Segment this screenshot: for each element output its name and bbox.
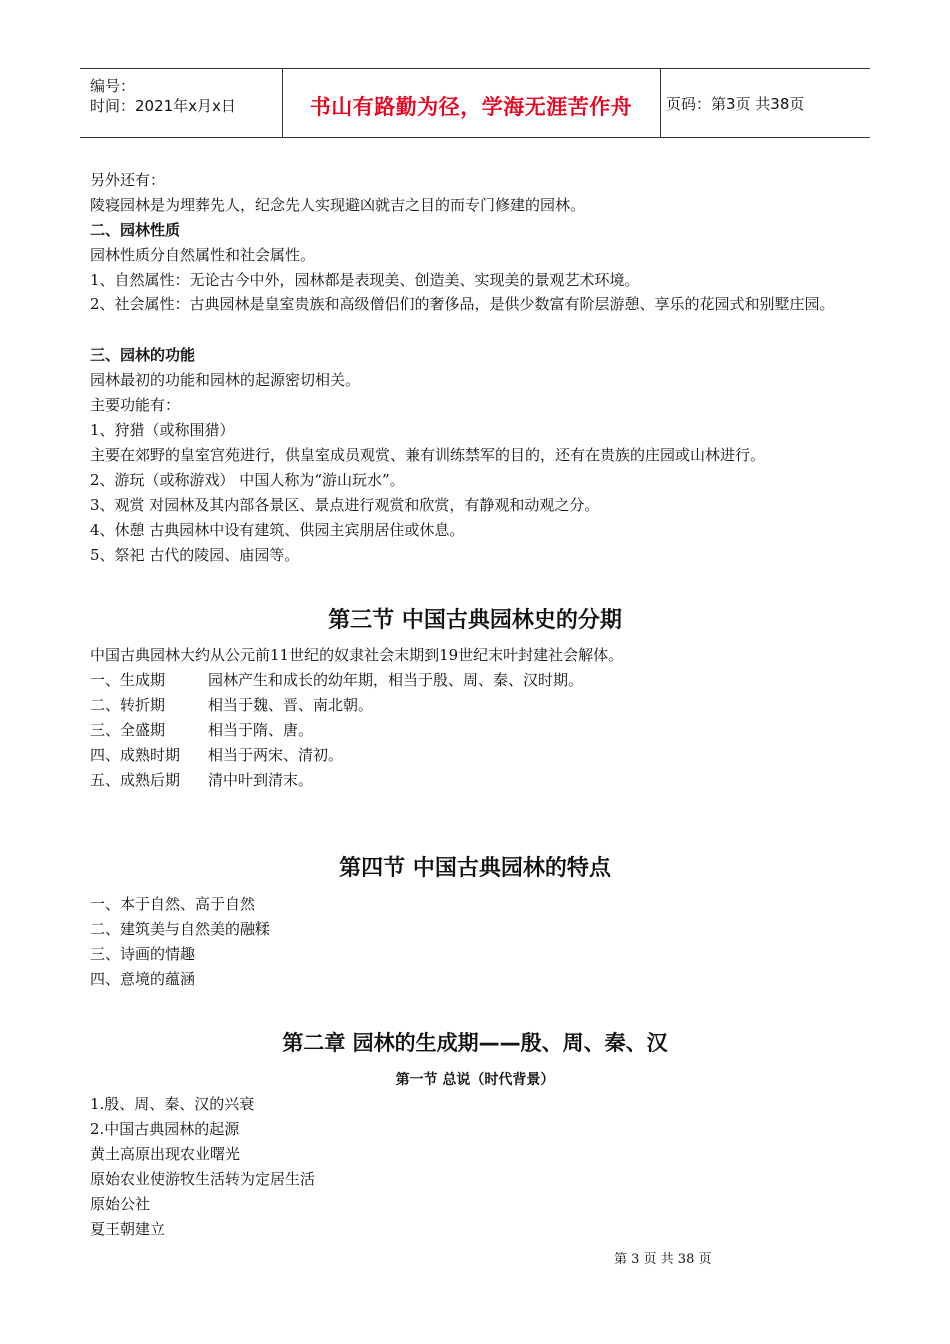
page-footer: 第 3 页 共 38 页 [614, 1252, 712, 1267]
period-desc: 清中叶到清末。 [208, 771, 314, 789]
paragraph: 1、狩猎（或称围猎） [90, 421, 235, 439]
chapter2-item: 夏王朝建立 [90, 1220, 166, 1238]
header-right-cell [660, 69, 870, 137]
chapter2-item: 2.中国古典园林的起源 [90, 1120, 240, 1138]
paragraph: 3、观赏 对园林及其内部各景区、景点进行观赏和欣赏，有静观和动观之分。 [90, 496, 600, 514]
section3-intro: 中国古典园林大约从公元前11世纪的奴隶社会末期到19世纪末叶封建社会解体。 [90, 646, 624, 664]
paragraph: 陵寝园林是为埋葬先人，纪念先人实现避凶就吉之目的而专门修建的园林。 [90, 196, 586, 214]
date-label: 时间：2021年x月x日 [90, 97, 236, 115]
period-item [90, 670, 583, 690]
chapter2-subsection: 第一节 总说（时代背景） [395, 1072, 555, 1088]
period-desc: 相当于隋、唐。 [208, 721, 314, 739]
period-name: 五、成熟后期 [90, 771, 181, 789]
period-desc: 相当于魏、晋、南北朝。 [208, 696, 374, 714]
period-name: 三、全盛期 [90, 721, 166, 739]
feature-item: 四、意境的蕴涵 [90, 970, 196, 988]
paragraph: 主要功能有： [90, 396, 181, 414]
period-name: 四、成熟时期 [90, 746, 181, 764]
heading-function: 三、园林的功能 [90, 346, 196, 364]
paragraph: 5、祭祀 古代的陵园、庙园等。 [90, 546, 300, 564]
feature-item: 二、建筑美与自然美的融糅 [90, 920, 271, 938]
motto: 书山有路勤为径，学海无涯苦作舟 [309, 95, 633, 119]
paragraph: 园林性质分自然属性和社会属性。 [90, 246, 316, 264]
header-left-cell [80, 69, 283, 137]
number-label: 编号： [90, 77, 136, 95]
chapter2-title: 第二章 园林的生成期——殷、周、秦、汉 [282, 1031, 668, 1055]
paragraph: 另外还有： [90, 171, 166, 189]
period-name: 一、生成期 [90, 671, 166, 689]
paragraph: 2、游玩（或称游戏） 中国人称为“游山玩水”。 [90, 471, 405, 489]
heading-nature: 二、园林性质 [90, 221, 181, 239]
chapter2-item: 黄土高原出现农业曙光 [90, 1145, 241, 1163]
paragraph: 主要在郊野的皇室宫苑进行，供皇室成员观赏、兼有训练禁军的目的，还有在贵族的庄园或山林进行。 [90, 446, 766, 464]
feature-item: 三、诗画的情趣 [90, 945, 196, 963]
period-item [90, 720, 313, 740]
paragraph: 2、社会属性：古典园林是皇室贵族和高级僧侣们的奢侈品，是供少数富有阶层游憩、享乐的花园式和别墅庄园。 [90, 295, 835, 313]
period-item [90, 745, 343, 765]
period-name: 二、转折期 [90, 696, 166, 714]
period-desc: 相当于两宋、清初。 [208, 746, 344, 764]
period-item [90, 770, 313, 790]
chapter2-item: 1.殷、周、秦、汉的兴衰 [90, 1095, 255, 1113]
section4-title: 第四节 中国古典园林的特点 [339, 856, 611, 881]
period-desc: 园林产生和成长的幼年期，相当于殷、周、秦、汉时期。 [208, 671, 584, 689]
page-info: 页码：第3页 共38页 [666, 95, 805, 113]
feature-item: 一、本于自然、高于自然 [90, 895, 256, 913]
header-middle-cell [282, 69, 661, 137]
chapter2-item: 原始农业使游牧生活转为定居生活 [90, 1170, 316, 1188]
chapter2-item: 原始公社 [90, 1195, 151, 1213]
section3-title: 第三节 中国古典园林史的分期 [328, 608, 622, 633]
paragraph: 4、休憩 古典园林中设有建筑、供园主宾朋居住或休息。 [90, 521, 465, 539]
period-item [90, 695, 373, 715]
paragraph: 1、自然属性：无论古今中外，园林都是表现美、创造美、实现美的景观艺术环境。 [90, 271, 640, 289]
paragraph: 园林最初的功能和园林的起源密切相关。 [90, 371, 361, 389]
header-table [80, 68, 870, 138]
